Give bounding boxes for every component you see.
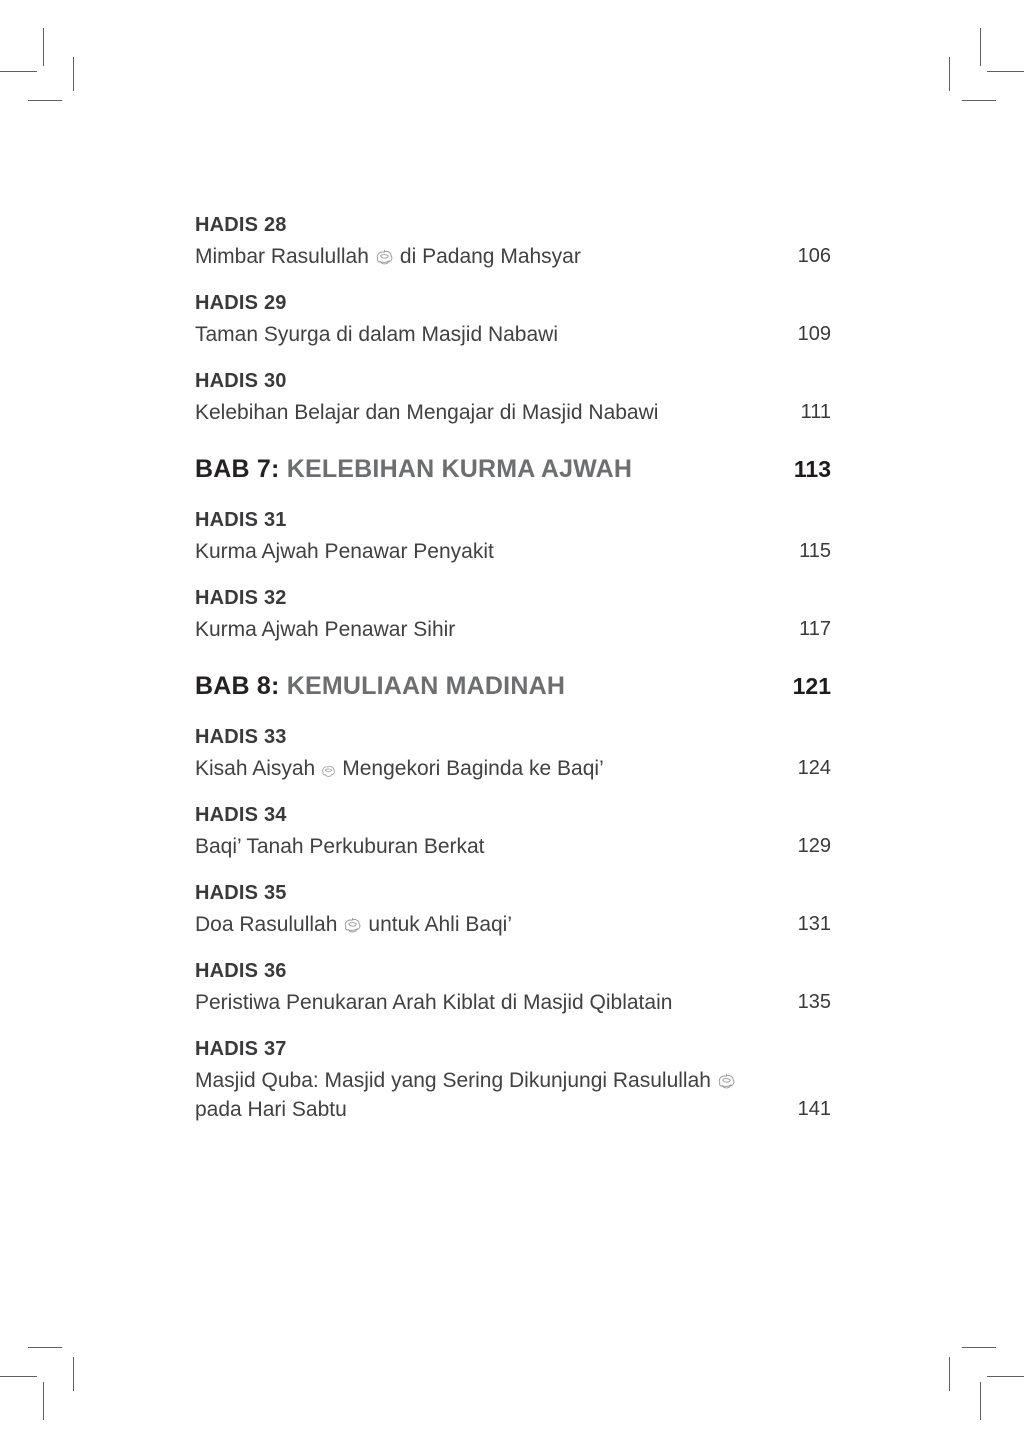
table-of-contents xyxy=(195,212,831,1143)
ra-honorific-icon xyxy=(320,762,337,778)
crop-mark xyxy=(949,57,950,91)
chapter-number: BAB 8: xyxy=(195,672,280,700)
hadis-title xyxy=(195,615,455,644)
page-number: 115 xyxy=(799,540,831,562)
page-number: 121 xyxy=(792,673,831,699)
hadis-number-heading: HADIS 31 xyxy=(195,509,287,531)
hadis-title xyxy=(195,988,672,1017)
hadis-number-heading: HADIS 32 xyxy=(195,587,287,609)
hadis-title xyxy=(195,242,581,271)
toc-entry-hadis-37 xyxy=(195,1036,831,1124)
crop-mark xyxy=(28,1347,62,1348)
crop-mark xyxy=(43,28,44,66)
page-number: 106 xyxy=(797,245,831,267)
toc-entry-hadis-35 xyxy=(195,880,831,939)
toc-entry-hadis-34 xyxy=(195,802,831,861)
page-number: 141 xyxy=(797,1098,831,1120)
crop-mark xyxy=(987,1376,1024,1377)
hadis-number-heading: HADIS 33 xyxy=(195,726,287,748)
hadis-number-heading: HADIS 28 xyxy=(195,214,287,236)
crop-mark xyxy=(0,1376,37,1377)
crop-mark xyxy=(980,28,981,66)
crop-mark xyxy=(0,71,37,72)
page-number: 124 xyxy=(797,757,831,779)
crop-mark xyxy=(962,100,996,101)
page-number: 113 xyxy=(793,456,831,482)
title-text: Masjid Quba: Masjid yang Sering Dikunjungi Rasulullah xyxy=(195,1069,711,1092)
chapter-number: BAB 7: xyxy=(195,455,280,483)
page-number: 111 xyxy=(800,401,831,423)
toc-entry-hadis-33 xyxy=(195,724,831,783)
title-text: Kisah Aisyah xyxy=(195,757,316,780)
toc-entry-hadis-36 xyxy=(195,958,831,1017)
crop-mark xyxy=(962,1347,996,1348)
hadis-number-heading: HADIS 34 xyxy=(195,804,287,826)
hadis-number-heading: HADIS 30 xyxy=(195,370,287,392)
toc-entry-hadis-31 xyxy=(195,507,831,566)
saw-honorific-icon xyxy=(716,1070,737,1090)
title-text: Taman Syurga di dalam Masjid Nabawi xyxy=(195,323,558,346)
crop-mark xyxy=(43,1382,44,1420)
title-text: Doa Rasulullah xyxy=(195,913,338,936)
page-number: 131 xyxy=(797,913,831,935)
title-text: Baqi’ Tanah Perkuburan Berkat xyxy=(195,835,485,858)
title-text: Kurma Ajwah Penawar Sihir xyxy=(195,618,456,641)
saw-honorific-icon xyxy=(342,914,363,934)
hadis-title xyxy=(195,910,512,939)
hadis-title xyxy=(195,320,558,349)
title-text: di Padang Mahsyar xyxy=(399,245,581,268)
toc-entry-hadis-28 xyxy=(195,212,831,271)
page-number: 109 xyxy=(797,323,831,345)
title-text: Peristiwa Penukaran Arah Kiblat di Masjid Qiblatain xyxy=(195,991,673,1014)
crop-mark xyxy=(73,1357,74,1391)
title-text: Mengekori Baginda ke Baqi’ xyxy=(342,757,604,780)
toc-entry-hadis-29 xyxy=(195,290,831,349)
page-number: 135 xyxy=(797,991,831,1013)
title-text: untuk Ahli Baqi’ xyxy=(368,913,513,936)
hadis-number-heading: HADIS 35 xyxy=(195,882,287,904)
title-text: Kurma Ajwah Penawar Penyakit xyxy=(195,540,494,563)
toc-entry-hadis-32 xyxy=(195,585,831,644)
hadis-title xyxy=(195,537,494,566)
toc-entry-hadis-30 xyxy=(195,368,831,427)
hadis-number-heading: HADIS 29 xyxy=(195,292,287,314)
title-text: Mimbar Rasulullah xyxy=(195,245,369,268)
crop-mark xyxy=(980,1382,981,1420)
hadis-title xyxy=(195,1066,742,1124)
hadis-number-heading: HADIS 36 xyxy=(195,960,287,982)
chapter-title: KEMULIAAN MADINAH xyxy=(286,672,566,700)
crop-mark xyxy=(949,1357,950,1391)
hadis-title xyxy=(195,832,485,861)
hadis-number-heading: HADIS 37 xyxy=(195,1038,287,1060)
title-text: Kelebihan Belajar dan Mengajar di Masjid Nabawi xyxy=(195,401,659,424)
crop-mark xyxy=(73,57,74,91)
saw-honorific-icon xyxy=(374,246,395,266)
title-text: pada Hari Sabtu xyxy=(195,1098,347,1121)
chapter-heading xyxy=(195,669,565,703)
chapter-title: KELEBIHAN KURMA AJWAH xyxy=(286,455,633,483)
toc-entry-bab-8 xyxy=(195,669,831,703)
hadis-title xyxy=(195,754,604,783)
toc-entry-bab-7 xyxy=(195,452,831,486)
page-number: 117 xyxy=(799,618,831,640)
crop-mark xyxy=(28,100,62,101)
hadis-title xyxy=(195,398,658,427)
page-number: 129 xyxy=(797,835,831,857)
crop-mark xyxy=(987,71,1024,72)
chapter-heading xyxy=(195,452,632,486)
